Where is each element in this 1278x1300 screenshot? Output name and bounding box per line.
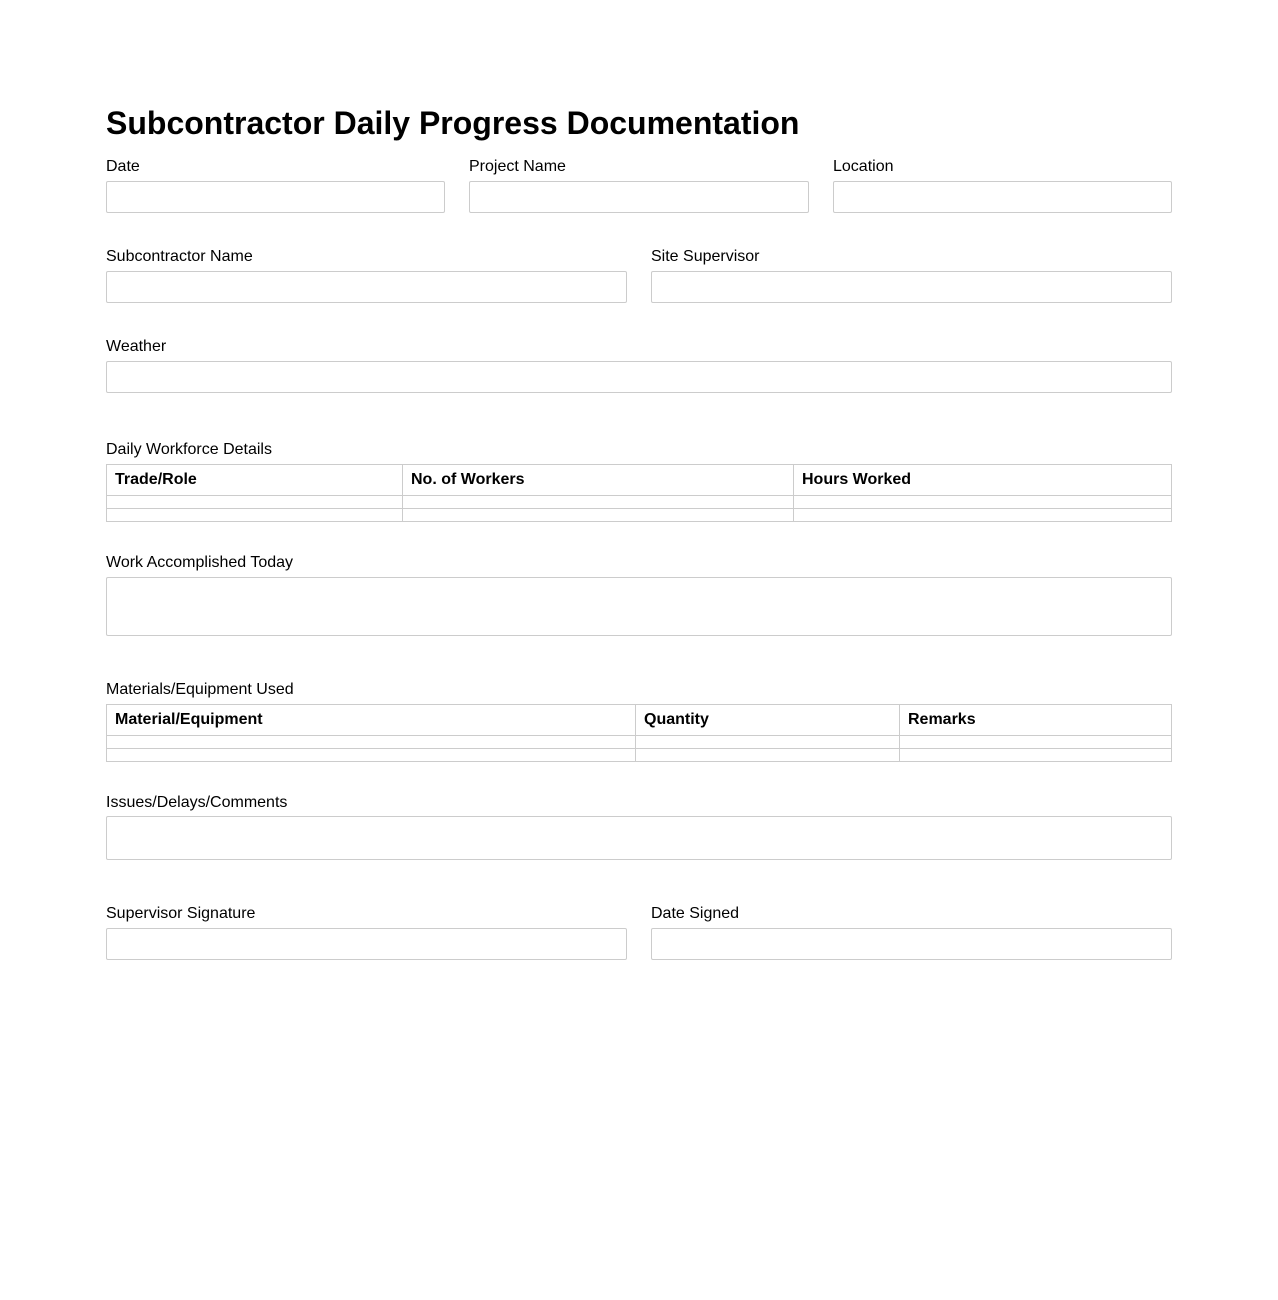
materials-table — [106, 704, 1172, 762]
weather-input[interactable] — [106, 361, 1172, 393]
workforce-label: Daily Workforce Details — [106, 441, 272, 458]
site-supervisor-input[interactable] — [651, 271, 1172, 303]
workforce-table — [106, 464, 1172, 522]
work-accomplished-textarea[interactable] — [106, 577, 1172, 636]
weather-label: Weather — [106, 338, 167, 355]
project-name-input[interactable] — [469, 181, 809, 213]
project-name-label: Project Name — [469, 158, 566, 175]
table-cell[interactable] — [900, 749, 1172, 762]
issues-textarea[interactable] — [106, 816, 1172, 860]
table-header-row — [107, 465, 1172, 496]
table-row — [107, 736, 1172, 749]
table-cell[interactable] — [107, 736, 636, 749]
table-cell[interactable] — [636, 749, 900, 762]
supervisor-signature-input[interactable] — [106, 928, 627, 960]
location-input[interactable] — [833, 181, 1172, 213]
date-signed-input[interactable] — [651, 928, 1172, 960]
supervisor-signature-label: Supervisor Signature — [106, 905, 256, 922]
table-cell[interactable] — [107, 749, 636, 762]
column-header: Hours Worked — [794, 465, 1172, 496]
column-header: Quantity — [636, 705, 900, 736]
table-row — [107, 509, 1172, 522]
column-header: No. of Workers — [403, 465, 794, 496]
date-input[interactable] — [106, 181, 445, 213]
table-row — [107, 496, 1172, 509]
date-signed-label: Date Signed — [651, 905, 740, 922]
subcontractor-name-label: Subcontractor Name — [106, 248, 253, 265]
column-header: Trade/Role — [107, 465, 403, 496]
table-cell[interactable] — [636, 736, 900, 749]
location-label: Location — [833, 158, 894, 175]
site-supervisor-label: Site Supervisor — [651, 248, 760, 265]
table-cell[interactable] — [107, 509, 403, 522]
subcontractor-name-input[interactable] — [106, 271, 627, 303]
column-header: Material/Equipment — [107, 705, 636, 736]
materials-label: Materials/Equipment Used — [106, 681, 294, 698]
table-header-row — [107, 705, 1172, 736]
column-header: Remarks — [900, 705, 1172, 736]
table-cell[interactable] — [794, 509, 1172, 522]
page-title: Subcontractor Daily Progress Documentation — [106, 105, 800, 141]
table-cell[interactable] — [403, 509, 794, 522]
table-cell[interactable] — [794, 496, 1172, 509]
table-row — [107, 749, 1172, 762]
table-cell[interactable] — [403, 496, 794, 509]
table-cell[interactable] — [107, 496, 403, 509]
work-accomplished-label: Work Accomplished Today — [106, 554, 294, 571]
table-cell[interactable] — [900, 736, 1172, 749]
issues-label: Issues/Delays/Comments — [106, 794, 288, 811]
date-label: Date — [106, 158, 140, 175]
